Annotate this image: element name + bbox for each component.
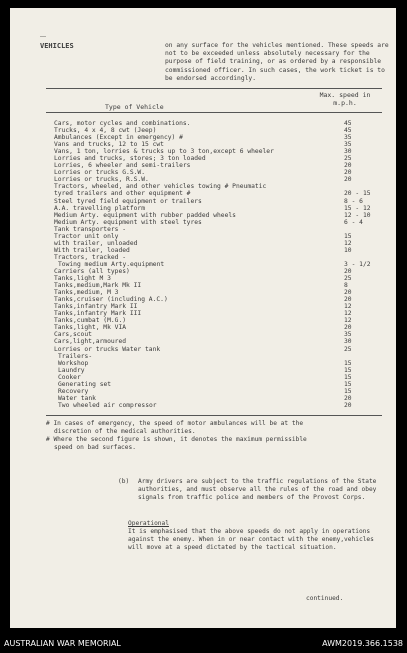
table-row xyxy=(54,205,374,212)
footnote-ambulance: # In cases of emergency, the speed of motor ambulances will be at the xyxy=(46,420,304,427)
max-speed: 3 - 1/2 xyxy=(344,260,371,268)
table-row xyxy=(54,219,374,226)
vehicle-type: Tank transporters - xyxy=(54,225,127,233)
max-speed: 35 xyxy=(344,141,352,149)
max-speed: 12 xyxy=(344,239,352,247)
vehicle-type: Steel tyred field equipment or trailers xyxy=(54,197,202,205)
footnote-second-figure-cont: speed on bad surfaces. xyxy=(54,444,136,451)
footer-institution: AUSTRALIAN WAR MEMORIAL xyxy=(4,639,121,648)
max-speed: 15 xyxy=(344,366,352,374)
vehicle-type: Tanks,medium, M 3 xyxy=(54,289,119,297)
max-speed: 15 - 12 xyxy=(344,204,371,212)
max-speed: 15 xyxy=(344,380,352,388)
table-row xyxy=(54,268,374,275)
max-speed: 20 xyxy=(344,162,352,170)
table-row xyxy=(54,127,374,134)
table-row xyxy=(54,338,374,345)
column-header-speed: Max. speed in m.p.h. xyxy=(319,91,371,107)
vehicle-type: Cooker xyxy=(58,373,81,381)
max-speed: 20 xyxy=(344,267,352,275)
table-row xyxy=(54,296,374,303)
table-row xyxy=(54,148,374,155)
vehicle-type: Generating set xyxy=(58,380,112,388)
vehicle-type: Lorries or trucks Water tank xyxy=(54,345,161,353)
intro-paragraph: on any surface for the vehicles mentioned. These speeds are not to be exceeded unless absolutely necessary for the purpose of field training, or as ordered by a responsible commissioned officer. In such cases, the work ticket is to be endorsed accordingly. xyxy=(165,42,389,82)
archive-footer xyxy=(0,636,407,653)
vehicle-type: Vans and trucks, 12 to 15 cwt xyxy=(54,141,164,149)
table-bottom-rule xyxy=(46,415,382,416)
vehicle-type: Tanks,cruiser (including A.C.) xyxy=(54,296,168,304)
table-row xyxy=(54,176,374,183)
vehicle-type: Vans, 1 ton, lorries & trucks up to 3 ton,except 6 wheeler xyxy=(54,148,274,156)
max-speed: 20 xyxy=(344,296,352,304)
vehicle-type: Tanks,cumbat (M.G.) xyxy=(54,317,127,325)
section-title-text: VEHICLES xyxy=(40,42,74,50)
table-row xyxy=(54,275,374,282)
table-row xyxy=(54,282,374,289)
footnote-second-figure: # Where the second figure is shown, it denotes the maximum permissible xyxy=(46,436,307,443)
max-speed: 8 xyxy=(344,282,348,290)
table-row xyxy=(54,190,374,197)
vehicle-type: Tanks,infantry Mark III xyxy=(54,310,142,318)
table-row xyxy=(54,162,374,169)
vehicle-type: With trailer, loaded xyxy=(54,246,130,254)
max-speed: 20 xyxy=(344,401,352,409)
vehicle-type: Carriers (all types) xyxy=(54,267,130,275)
table-top-rule xyxy=(46,88,382,89)
max-speed: 15 xyxy=(344,373,352,381)
max-speed: 25 xyxy=(344,155,352,163)
table-header-rule xyxy=(46,112,382,113)
max-speed: 15 xyxy=(344,359,352,367)
max-speed: 35 xyxy=(344,134,352,142)
vehicle-type: Tanks,medium,Mark Mk II xyxy=(54,282,142,290)
max-speed: 45 xyxy=(344,127,352,135)
footnotes xyxy=(46,420,386,452)
vehicle-type: Towing medium Arty.equipment xyxy=(58,260,165,268)
table-row xyxy=(54,183,374,190)
table-row xyxy=(54,254,374,261)
max-speed: 20 xyxy=(344,169,352,177)
table-row xyxy=(54,324,374,331)
max-speed: 20 xyxy=(344,394,352,402)
vehicle-type: Tractor unit only xyxy=(54,232,119,240)
operational-section xyxy=(128,520,386,552)
table-row xyxy=(54,289,374,296)
speed-table xyxy=(54,120,374,409)
max-speed: 30 xyxy=(344,148,352,156)
max-speed: 35 xyxy=(344,331,352,339)
max-speed: 20 - 15 xyxy=(344,190,371,198)
max-speed: 12 - 10 xyxy=(344,211,371,219)
vehicle-type: Cars,light,armoured xyxy=(54,338,127,346)
table-row xyxy=(54,247,374,254)
max-speed: 45 xyxy=(344,120,352,127)
table-row xyxy=(54,317,374,324)
vehicle-type: Ambulances (Except in emergency) # xyxy=(54,134,183,142)
table-row xyxy=(54,198,374,205)
max-speed: 10 xyxy=(344,246,352,254)
table-row xyxy=(54,240,374,247)
max-speed: 12 xyxy=(344,303,352,311)
table-row xyxy=(54,381,374,388)
table-row xyxy=(54,261,374,268)
table-row xyxy=(54,212,374,219)
table-row xyxy=(54,395,374,402)
table-row xyxy=(54,367,374,374)
para-b-text: Army drivers are subject to the traffic regulations of the State authorities, and must observe all the rules of the road and obey signals from traffic police and members of the Provost Corps. xyxy=(138,478,377,501)
table-row xyxy=(54,331,374,338)
table-row xyxy=(54,141,374,148)
table-row xyxy=(54,374,374,381)
vehicle-type: Medium Arty. equipment with steel tyres xyxy=(54,218,202,226)
para-b-label: (b) xyxy=(118,478,130,485)
footer-reference: AWM2019.366.1538 xyxy=(322,639,403,648)
table-row xyxy=(54,360,374,367)
table-row xyxy=(54,233,374,240)
vehicle-type: Lorries or trucks G.S.W. xyxy=(54,169,145,177)
max-speed: 6 - 4 xyxy=(344,218,363,226)
max-speed: 8 - 6 xyxy=(344,197,363,205)
max-speed: 25 xyxy=(344,345,352,353)
table-row xyxy=(54,134,374,141)
table-row xyxy=(54,310,374,317)
vehicle-type: Tanks,infantry Mark II xyxy=(54,303,138,311)
max-speed: 12 xyxy=(344,317,352,325)
table-row xyxy=(54,120,374,127)
footnote-ambulance-cont: discretion of the medical authorities. xyxy=(54,428,196,435)
max-speed: 20 xyxy=(344,289,352,297)
table-row xyxy=(54,402,374,409)
table-row xyxy=(54,155,374,162)
max-speed: 30 xyxy=(344,338,352,346)
vehicle-type: Tanks,light, Mk VIA xyxy=(54,324,127,332)
vehicle-type: Tractors, tracked - xyxy=(54,253,127,261)
vehicle-type: Medium Arty. equipment with rubber padded wheels xyxy=(54,211,236,219)
vehicle-type: Trucks, 4 x 4, 8 cwt (Jeep) xyxy=(54,127,157,135)
document-page xyxy=(10,8,396,628)
table-row xyxy=(54,388,374,395)
section-title xyxy=(40,34,74,50)
vehicle-type: Laundry xyxy=(58,366,85,374)
table-row xyxy=(54,353,374,360)
column-header-type: Type of Vehicle xyxy=(105,103,164,111)
vehicle-type: Lorries, 6 wheeler and semi-trailers xyxy=(54,162,191,170)
vehicle-type: Tanks,light M 3 xyxy=(54,275,111,283)
vehicle-type: Trailers- xyxy=(58,352,93,360)
vehicle-type: Lorries or trucks, R.S.W. xyxy=(54,176,149,184)
header-mark: —— xyxy=(40,34,47,40)
vehicle-type: Workshop xyxy=(58,359,89,367)
vehicle-type: Tractors, wheeled, and other vehicles towing # Pneumatic xyxy=(54,183,267,191)
table-row xyxy=(54,303,374,310)
max-speed: 20 xyxy=(344,324,352,332)
max-speed: 15 xyxy=(344,387,352,395)
vehicle-type: Lorries and trucks, stores; 3 ton loaded xyxy=(54,155,206,163)
vehicle-type: with trailer, unloaded xyxy=(54,239,138,247)
vehicle-type: A.A. travelling platform xyxy=(54,204,145,212)
operational-heading: Operational xyxy=(128,520,169,527)
vehicle-type: Recovery xyxy=(58,387,89,395)
table-row xyxy=(54,346,374,353)
table-row xyxy=(54,226,374,233)
vehicle-type: Cars,scout xyxy=(54,331,92,339)
continued-note: continued. xyxy=(306,595,344,602)
max-speed: 12 xyxy=(344,310,352,318)
table-row xyxy=(54,169,374,176)
vehicle-type: tyred trailers and other equipment # xyxy=(54,190,191,198)
vehicle-type: Two wheeled air compressor xyxy=(58,401,157,409)
max-speed: 25 xyxy=(344,275,352,283)
max-speed: 20 xyxy=(344,176,352,184)
operational-text: It is emphasised that the above speeds do not apply in operations against the enemy. When in or near contact with the enemy,vehicles will move at a speed dictated by the tactical situation. xyxy=(128,528,374,551)
max-speed: 15 xyxy=(344,232,352,240)
vehicle-type: Water tank xyxy=(58,394,96,402)
vehicle-type: Cars, motor cycles and combinations. xyxy=(54,120,191,127)
